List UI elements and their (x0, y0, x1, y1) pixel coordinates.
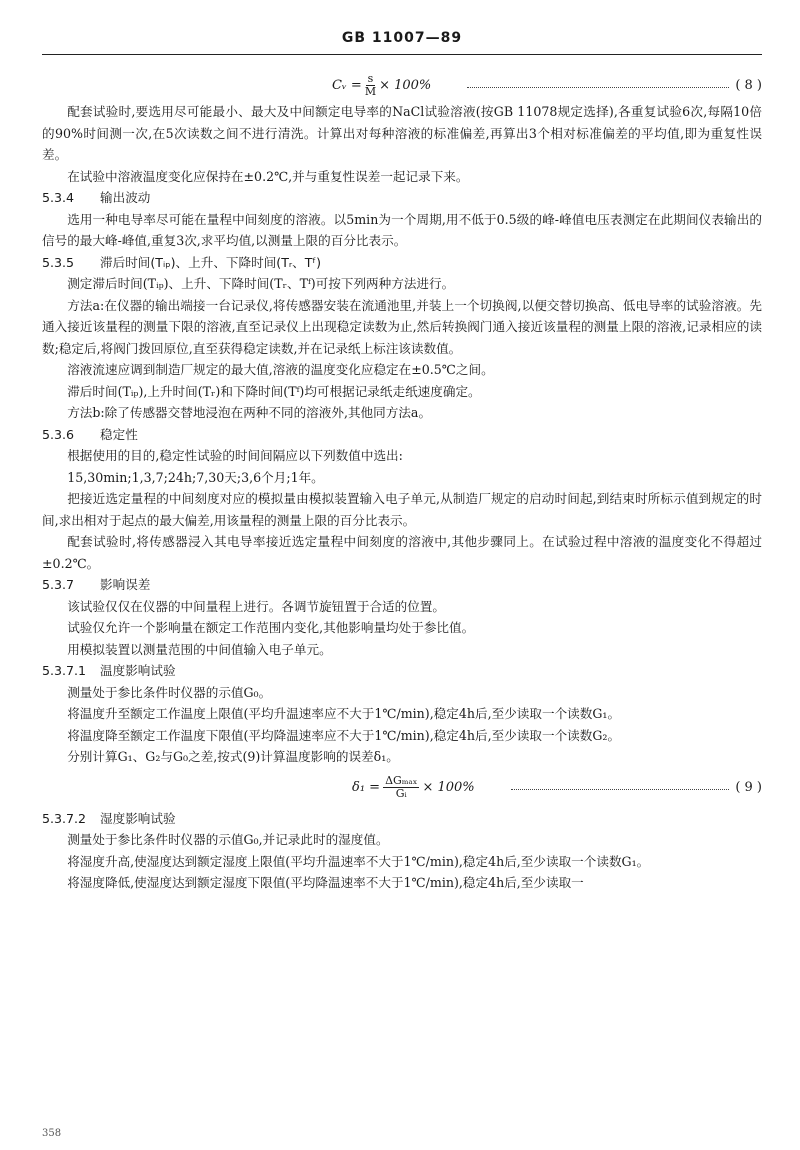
section-heading-5-3-7-2 (42, 808, 762, 830)
paragraph: 方法b:除了传感器交替地浸泡在两种不同的溶液外,其他同方法a。 (67, 405, 432, 420)
formula-8-rhs: × 100% (379, 77, 432, 93)
page-number: 358 (42, 1128, 62, 1139)
paragraph: 分别计算G₁、G₂与G₀之差,按式(9)计算温度影响的误差δ₁。 (67, 749, 399, 764)
paragraph: 选用一种电导率尽可能在量程中间刻度的溶液。以5min为一个周期,用不低于0.5级的峰-峰值电压表测定在此期间仪表输出的信号的最大峰-峰值,重复3次,求平均值,以测量上限的百分比表示。 (42, 211, 762, 248)
header-rule (42, 54, 762, 55)
section-heading-5-3-7 (42, 574, 762, 596)
paragraph: 试验仅允许一个影响量在额定工作范围内变化,其他影响量均处于参比值。 (67, 620, 475, 635)
formula-9-lhs: δ₁ = (352, 780, 381, 795)
section-title: 温度影响试验 (100, 663, 176, 678)
paragraph: 测量处于参比条件时仪器的示值G₀,并记录此时的湿度值。 (67, 832, 389, 847)
formula-9-number: ( 9 ) (735, 780, 762, 795)
section-title: 影响误差 (100, 577, 151, 592)
section-number: 5.3.7.1 (42, 663, 87, 678)
paragraph: 滞后时间(Tᵢₚ),上升时间(Tᵣ)和下降时间(Tᶠ)均可根据记录纸走纸速度确定。 (67, 383, 481, 399)
formula-8 (332, 69, 762, 101)
formula-9-rhs: × 100% (422, 780, 475, 795)
dot-leader (511, 789, 730, 790)
section-heading-5-3-7-1 (42, 660, 762, 682)
paragraph: 把接近选定量程的中间刻度对应的模拟量由模拟装置输入电子单元,从制造厂规定的启动时间起,到结束时所标示值到规定的时间,求出相对于起点的最大偏差,用该量程的测量上限的百分比表示。 (42, 491, 762, 528)
paragraph: 将湿度升高,使湿度达到额定湿度上限值(平均升温速率不大于1℃/min),稳定4h后,至少读取一个读数G₁。 (67, 853, 650, 869)
paragraph: 15,30min;1,3,7;24h;7,30天;3,6个月;1年。 (67, 469, 324, 485)
formula-8-fraction (365, 73, 376, 98)
paragraph: 溶液流速应调到制造厂规定的最大值,溶液的温度变化应稳定在±0.5℃之间。 (67, 362, 494, 377)
paragraph: 该试验仅仅在仪器的中间量程上进行。各调节旋钮置于合适的位置。 (67, 598, 445, 614)
paragraph: 将温度升至额定工作温度上限值(平均升温速率应不大于1℃/min),稳定4h后,至少读取一个读数G₁。 (67, 706, 621, 721)
paragraph: 测量处于参比条件时仪器的示值G₀。 (67, 684, 272, 700)
paragraph: 测定滞后时间(Tᵢₚ)、上升、下降时间(Tᵣ、Tᶠ)可按下列两种方法进行。 (67, 276, 455, 291)
paragraph: 用模拟装置以测量范围的中间值输入电子单元。 (67, 641, 332, 657)
section-number: 5.3.6 (42, 426, 75, 442)
section-title: 输出波动 (100, 190, 151, 205)
formula-8-denominator: M (364, 84, 377, 98)
formula-8-lhs: Cᵥ = (332, 77, 362, 93)
formula-8-numerator: s (367, 71, 374, 85)
section-title: 稳定性 (100, 426, 138, 442)
formula-9 (352, 768, 762, 808)
dot-leader (467, 87, 729, 88)
section-number: 5.3.4 (42, 190, 75, 205)
formula-9-fraction (383, 775, 419, 800)
section-title: 湿度影响试验 (100, 810, 176, 826)
section-heading-5-3-4 (42, 187, 762, 209)
formula-9-numerator: ΔGₘₐₓ (385, 774, 418, 787)
page-header: GB 11007—89 (341, 30, 463, 46)
paragraph: 将湿度降低,使湿度达到额定湿度下限值(平均降温速率不大于1℃/min),稳定4h后,至少读取一 (67, 875, 584, 890)
paragraph: 配套试验时,将传感器浸入其电导率接近选定量程中间刻度的溶液中,其他步骤同上。在试验过程中溶液的温度变化不得超过±0.2℃。 (42, 534, 762, 571)
paragraph: 根据使用的目的,稳定性试验的时间间隔应以下列数值中选出: (67, 448, 403, 463)
formula-8-number: ( 8 ) (735, 77, 762, 93)
section-number: 5.3.7 (42, 577, 75, 592)
paragraph: 配套试验时,要选用尽可能最小、最大及中间额定电导率的NaCl试验溶液(按GB 11078规定选择),各重复试验6次,每隔10倍的90%时间测一次,在5次读数之间不进行清洗。计算出对每种溶液的标准偏差,再算出3个相对标准偏差的平均值,即为重复性误差。 (42, 104, 762, 162)
paragraph: 方法a:在仪器的输出端接一台记录仪,将传感器安装在流通池里,并装上一个切换阀,以便交替切换高、低电导率的试验溶液。先通入接近该量程的测量下限的溶液,直至记录仪上出现稳定读数为止,然后转换阀门通入接近该量程的测量上限的溶液,记录相应的读数;稳定后,将阀门拨回原位,直至获得稳定读数,并在记录纸上标注该读数值。 (42, 297, 762, 356)
paragraph: 在试验中溶液温度变化应保持在±0.2℃,并与重复性误差一起记录下来。 (67, 168, 469, 184)
section-number: 5.3.5 (42, 254, 75, 270)
paragraph: 将温度降至额定工作温度下限值(平均降温速率应不大于1℃/min),稳定4h后,至少读取一个读数G₂。 (67, 727, 621, 743)
section-number: 5.3.7.2 (42, 810, 87, 826)
section-heading-5-3-6 (42, 424, 762, 446)
section-title: 滞后时间(Tᵢₚ)、上升、下降时间(Tᵣ、Tᶠ) (100, 254, 322, 270)
section-heading-5-3-5 (42, 252, 762, 274)
formula-9-denominator: Gᵢ (395, 787, 407, 800)
